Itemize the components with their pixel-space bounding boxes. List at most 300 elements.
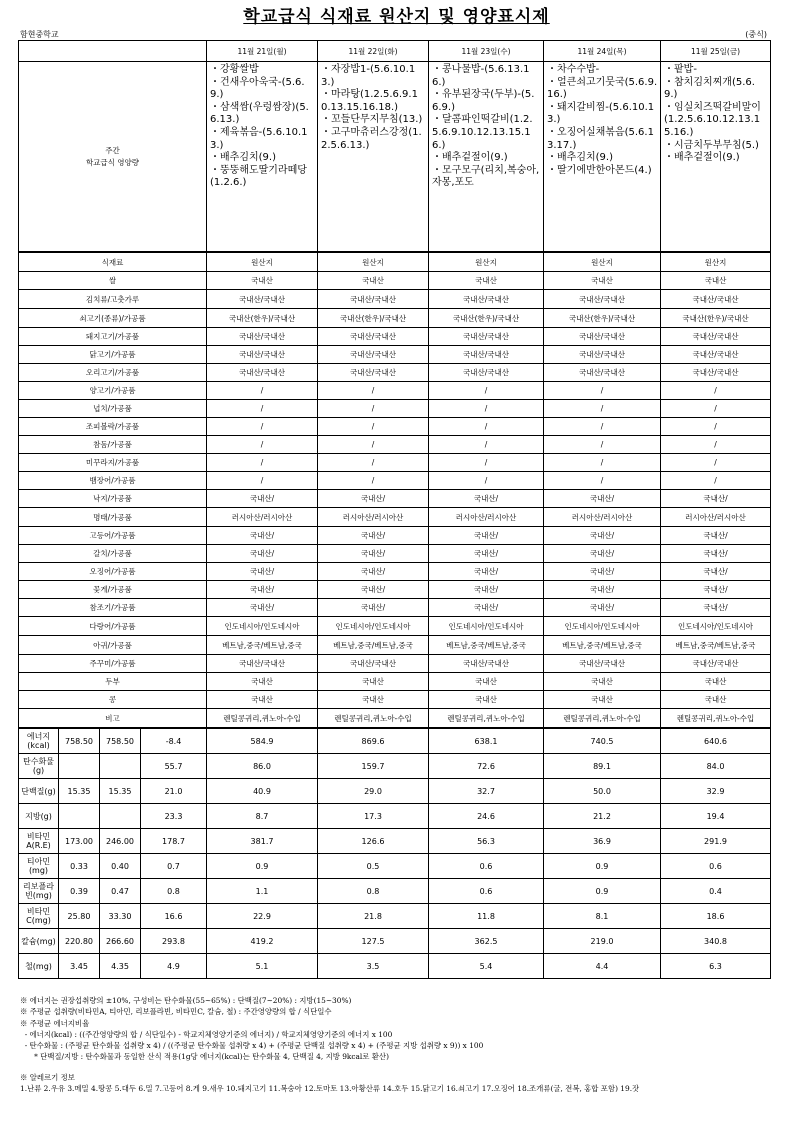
ingredient-origin: 국내산/국내산 (429, 364, 544, 382)
origin-header: 원산지 (661, 252, 771, 272)
nutrient-summary-s3: 0.7 (141, 854, 207, 879)
ingredient-origin: 국내산/ (207, 490, 318, 508)
ingredient-name: 김치류/고춧가루 (19, 290, 207, 309)
origin-header: 원산지 (544, 252, 661, 272)
nutrient-value: 0.9 (544, 854, 661, 879)
menu-item: ・배추겉절이(9.) (432, 152, 508, 164)
ingredient-origin: / (318, 418, 429, 436)
nutrient-row (19, 929, 771, 954)
ingredient-origin: 국내산/국내산 (429, 328, 544, 346)
nutrient-value: 4.4 (544, 954, 661, 979)
ingredient-origin: 국내산/ (207, 563, 318, 581)
nutrient-summary-s3: 21.0 (141, 779, 207, 804)
nutrient-row (19, 779, 771, 804)
allergy-info: 1.난류 2.우유 3.메밀 4.땅콩 5.대두 6.밀 7.고등어 8.게 9.새우 10.돼지고기 11.복숭아 12.토마토 13.아황산류 14.호두 15.닭고기 16.쇠고기 17.오징어 18.조개류(굴, 전복, 홍합 포함) 19.잣 (20, 1084, 640, 1094)
ingredient-origin: 국내산/국내산 (207, 655, 318, 673)
nutrient-value: 0.9 (207, 854, 318, 879)
nutrient-summary-s2: 0.40 (100, 854, 141, 879)
nutrient-summary-s2: 758.50 (100, 728, 141, 754)
menu-cell (544, 62, 661, 253)
note-line: ※ 주평균 에너지비율 (20, 1018, 90, 1028)
ingredient-name: 두부 (19, 673, 207, 691)
ingredient-origin: 인도네시아/인도네시아 (544, 617, 661, 636)
ingredient-row (19, 290, 771, 309)
menu-item: ・달콤파인떡갈비(1.2.5.6.9.10.12.13.15.16.) (432, 114, 533, 151)
nutrient-value: 740.5 (544, 728, 661, 754)
ingredient-name: 오리고기/가공품 (19, 364, 207, 382)
ingredient-origin: 국내산(한우)/국내산 (318, 309, 429, 328)
nutrient-value: 29.0 (318, 779, 429, 804)
nutrient-value: 32.9 (661, 779, 771, 804)
ingredient-row (19, 673, 771, 691)
ingredient-row (19, 655, 771, 673)
ingredient-origin: 렌틸콩귀리,퀴노아-수입 (318, 709, 429, 729)
note-line: - 에너지(kcal) : ((주간영양량의 합 / 식단일수) - 학교지체영양기준의 에너지) / 학교지체영양기준의 에너지 x 100 (20, 1029, 393, 1039)
ingredient-name: 콩 (19, 691, 207, 709)
day-header: 11월 22일(화) (318, 41, 429, 62)
nutrient-name: 비타민C(mg) (19, 904, 59, 929)
nutrient-value: 291.9 (661, 829, 771, 854)
ingredient-name: 꽃게/가공품 (19, 581, 207, 599)
nutrient-value: 24.6 (429, 804, 544, 829)
nutrient-value: 11.8 (429, 904, 544, 929)
notes (20, 995, 780, 1094)
ingredient-header-row (19, 252, 771, 272)
nutrient-summary-s2 (100, 754, 141, 779)
nutrient-summary-s2: 33.30 (100, 904, 141, 929)
nutrient-name: 지방(g) (19, 804, 59, 829)
ingredient-origin: 국내산 (544, 691, 661, 709)
nutrient-name: 티아민(mg) (19, 854, 59, 879)
allergy-title: ※ 알레르기 정보 (20, 1072, 75, 1082)
school-name: 함현중학교 (20, 30, 59, 39)
ingredient-origin: 국내산/ (318, 490, 429, 508)
nutrient-value: 50.0 (544, 779, 661, 804)
ingredient-origin: / (661, 454, 771, 472)
page-title: 학교급식 식재료 원산지 및 영양표시제 (243, 7, 550, 27)
ingredient-name: 미꾸라지/가공품 (19, 454, 207, 472)
ingredient-origin: / (429, 472, 544, 490)
ingredient-origin: 국내산 (318, 691, 429, 709)
ingredient-origin: 국내산/ (544, 581, 661, 599)
nutrient-value: 22.9 (207, 904, 318, 929)
ingredient-origin: / (661, 418, 771, 436)
ingredient-origin: 국내산/ (207, 545, 318, 563)
nutrient-value: 19.4 (661, 804, 771, 829)
ingredient-origin: 국내산 (318, 272, 429, 290)
nutrient-row (19, 854, 771, 879)
menu-cell (429, 62, 544, 253)
nutrient-summary-s1: 25.80 (59, 904, 100, 929)
meal-table (18, 40, 771, 979)
menu-item: ・콩나물밥-(5.6.13.16.) (432, 64, 530, 88)
ingredient-origin: 국내산/ (429, 545, 544, 563)
ingredient-origin: 국내산 (661, 673, 771, 691)
ingredient-origin: 국내산/ (544, 599, 661, 617)
ingredient-origin: 렌틸콩귀리,퀴노아-수입 (207, 709, 318, 729)
ingredient-origin: 인도네시아/인도네시아 (318, 617, 429, 636)
ingredient-row (19, 490, 771, 508)
ingredient-origin: 국내산/ (661, 563, 771, 581)
menu-item: ・유부된장국(두부)-(5.6.9.) (432, 89, 535, 113)
ingredient-origin: 국내산(한우)/국내산 (207, 309, 318, 328)
ingredient-origin: / (207, 418, 318, 436)
menu-item: ・모구모구(리치,복숭아,자몽,포도 (432, 164, 540, 189)
nutrient-value: 219.0 (544, 929, 661, 954)
ingredient-name: 주꾸미/가공품 (19, 655, 207, 673)
ingredient-origin: / (318, 472, 429, 490)
ingredient-origin: 베트남,중국/베트남,중국 (429, 636, 544, 655)
ingredient-origin: 국내산/국내산 (544, 328, 661, 346)
origin-header: 원산지 (318, 252, 429, 272)
nutrient-value: 638.1 (429, 728, 544, 754)
ingredient-origin: 국내산 (661, 691, 771, 709)
ingredient-row (19, 328, 771, 346)
nutrient-summary-s2: 266.60 (100, 929, 141, 954)
menu-item: ・딸기에반한아몬드(4.) (547, 164, 652, 176)
menu-item: ・자장밥1-(5.6.10.13.) (321, 64, 416, 88)
nutrient-value: 0.6 (429, 854, 544, 879)
nutrient-summary-s2: 15.35 (100, 779, 141, 804)
ingredient-name: 넙치/가공품 (19, 400, 207, 418)
ingredient-origin: 국내산/국내산 (661, 655, 771, 673)
ingredient-origin: 국내산/ (318, 581, 429, 599)
note-line: - 탄수화물 : (주평균 탄수화물 섭취량 x 4) / ((주평균 탄수화물 섭취량 x 4) + (주평균 단백질 섭취량 x 4) + (주평균 지방 섭취량 x 9)) x 100 (20, 1041, 484, 1051)
ingredient-origin: / (544, 436, 661, 454)
nutrient-value: 3.5 (318, 954, 429, 979)
ingredient-origin: 국내산/ (544, 527, 661, 545)
nutrient-value: 18.6 (661, 904, 771, 929)
nutrient-value: 340.8 (661, 929, 771, 954)
summary-label-line1: 주간 (105, 145, 120, 155)
ingredient-origin: 베트남,중국/베트남,중국 (207, 636, 318, 655)
ingredient-origin: 베트남,중국/베트남,중국 (318, 636, 429, 655)
nutrient-value: 8.1 (544, 904, 661, 929)
note-line: ※ 주평균 섭취량(비타민A, 티아민, 리보플라빈, 비타민C, 칼슘, 철) : 주간영양량의 합 / 식단일수 (20, 1007, 332, 1017)
ingredient-row (19, 382, 771, 400)
ingredient-origin: 렌틸콩귀리,퀴노아-수입 (544, 709, 661, 729)
nutrient-name: 철(mg) (19, 954, 59, 979)
ingredient-origin: / (661, 436, 771, 454)
menu-item: ・제육볶음-(5.6.10.13.) (210, 126, 308, 151)
ingredient-row (19, 636, 771, 655)
ingredient-origin: / (318, 382, 429, 400)
ingredient-origin: / (544, 454, 661, 472)
ingredient-origin: 국내산/국내산 (207, 346, 318, 364)
ingredient-name: 다랑어/가공품 (19, 617, 207, 636)
nutrient-value: 0.4 (661, 879, 771, 904)
ingredient-origin: 국내산/국내산 (318, 290, 429, 309)
nutrient-value: 0.8 (318, 879, 429, 904)
ingredient-origin: 러시아산/러시아산 (544, 508, 661, 527)
ingredient-origin: 국내산/ (661, 527, 771, 545)
menu-item: ・얼큰쇠고기뭇국(5.6.9.16.) (547, 76, 658, 101)
nutrient-value: 159.7 (318, 754, 429, 779)
nutrient-value: 1.1 (207, 879, 318, 904)
nutrient-summary-s1: 15.35 (59, 779, 100, 804)
ingredient-origin: / (429, 400, 544, 418)
ingredient-name: 갈치/가공품 (19, 545, 207, 563)
ingredient-origin: 국내산/ (661, 599, 771, 617)
nutrient-value: 0.9 (544, 879, 661, 904)
ingredient-origin: 국내산/국내산 (207, 290, 318, 309)
nutrient-name: 비타민A(R.E) (19, 829, 59, 854)
ingredient-origin: 베트남,중국/베트남,중국 (661, 636, 771, 655)
ingredient-origin: 국내산/국내산 (544, 346, 661, 364)
origin-header: 원산지 (429, 252, 544, 272)
menu-item: ・뚱뚱해도딸기라떼당(1.2.6.) (210, 164, 307, 189)
nutrient-value: 5.4 (429, 954, 544, 979)
ingredient-origin: / (207, 454, 318, 472)
day-header-row (19, 41, 771, 62)
ingredient-row (19, 508, 771, 527)
ingredient-origin: 러시아산/러시아산 (429, 508, 544, 527)
ingredient-origin: 국내산/국내산 (544, 655, 661, 673)
day-header: 11월 21일(월) (207, 41, 318, 62)
ingredient-origin: 국내산/국내산 (661, 290, 771, 309)
menu-cell (207, 62, 318, 253)
ingredient-origin: 국내산 (207, 691, 318, 709)
ingredient-header-label: 식재료 (19, 252, 207, 272)
ingredient-row (19, 709, 771, 729)
ingredient-origin: 국내산 (318, 673, 429, 691)
ingredient-origin: / (544, 472, 661, 490)
nutrient-value: 419.2 (207, 929, 318, 954)
nutrient-name: 리보플라빈(mg) (19, 879, 59, 904)
meal-type: (중식) (745, 30, 767, 39)
ingredient-origin: 국내산/국내산 (207, 328, 318, 346)
nutrient-value: 127.5 (318, 929, 429, 954)
ingredient-origin: 국내산/국내산 (318, 364, 429, 382)
ingredient-row (19, 599, 771, 617)
nutrient-summary-s3: 0.8 (141, 879, 207, 904)
nutrient-value: 21.2 (544, 804, 661, 829)
ingredient-origin: 국내산 (207, 673, 318, 691)
ingredient-origin: 인도네시아/인도네시아 (661, 617, 771, 636)
ingredient-origin: 국내산/ (429, 599, 544, 617)
menu-item: ・오징어실채볶음(5.6.13.17.) (547, 126, 654, 151)
ingredient-origin: 국내산/ (207, 581, 318, 599)
nutrient-value: 40.9 (207, 779, 318, 804)
ingredient-origin: 국내산 (544, 272, 661, 290)
nutrient-value: 584.9 (207, 728, 318, 754)
ingredient-origin: 국내산(한우)/국내산 (544, 309, 661, 328)
nutrient-summary-s1: 0.39 (59, 879, 100, 904)
menu-cell (661, 62, 771, 253)
ingredient-row (19, 309, 771, 328)
ingredient-row (19, 691, 771, 709)
ingredient-origin: 국내산 (207, 272, 318, 290)
ingredient-row (19, 454, 771, 472)
nutrient-summary-s1: 758.50 (59, 728, 100, 754)
menu-item: ・고구마츄러스강정(1.2.5.6.13.) (321, 126, 422, 151)
ingredient-origin: / (544, 382, 661, 400)
ingredient-name: 아귀/가공품 (19, 636, 207, 655)
nutrient-summary-s1 (59, 754, 100, 779)
ingredient-name: 쌀 (19, 272, 207, 290)
nutrient-value: 640.6 (661, 728, 771, 754)
nutrient-name: 단백질(g) (19, 779, 59, 804)
ingredient-origin: 국내산/ (207, 527, 318, 545)
menu-item: ・건새우아욱국-(5.6.9.) (210, 76, 305, 101)
origin-header: 원산지 (207, 252, 318, 272)
nutrient-row (19, 804, 771, 829)
nutrient-summary-s1: 3.45 (59, 954, 100, 979)
ingredient-origin: / (207, 472, 318, 490)
menu-item: ・마라탕(1.2.5.6.9.10.13.15.16.18.) (321, 89, 418, 113)
menu-item: ・차수수밥- (547, 64, 600, 75)
nutrient-summary-s2: 246.00 (100, 829, 141, 854)
menu-item: ・시금치두부무침(5.) (664, 139, 759, 151)
ingredient-origin: 국내산 (661, 272, 771, 290)
nutrient-value: 72.6 (429, 754, 544, 779)
menu-item: ・돼지갈비찜-(5.6.10.13.) (547, 101, 655, 126)
ingredient-row (19, 436, 771, 454)
nutrient-summary-s3: 16.6 (141, 904, 207, 929)
nutrient-summary-s1: 220.80 (59, 929, 100, 954)
nutrient-row (19, 879, 771, 904)
ingredient-origin: 국내산/국내산 (429, 346, 544, 364)
ingredient-origin: 인도네시아/인도네시아 (429, 617, 544, 636)
nutrient-value: 17.3 (318, 804, 429, 829)
ingredient-origin: 국내산/ (429, 490, 544, 508)
ingredient-origin: / (318, 454, 429, 472)
ingredient-row (19, 527, 771, 545)
ingredient-origin: 국내산/ (318, 545, 429, 563)
nutrient-value: 381.7 (207, 829, 318, 854)
nutrient-value: 32.7 (429, 779, 544, 804)
ingredient-origin: / (207, 436, 318, 454)
ingredient-row (19, 617, 771, 636)
ingredient-row (19, 545, 771, 563)
ingredient-origin: / (429, 382, 544, 400)
menu-item: ・꼬들단무지무침(13.) (321, 114, 423, 126)
menu-row (19, 62, 771, 253)
menu-item: ・참치김치찌개(5.6.9.) (664, 76, 755, 101)
ingredient-origin: 국내산/국내산 (661, 346, 771, 364)
nutrient-name: 칼슘(mg) (19, 929, 59, 954)
ingredient-row (19, 418, 771, 436)
ingredient-origin: 국내산/ (318, 599, 429, 617)
ingredient-row (19, 272, 771, 290)
ingredient-origin: 인도네시아/인도네시아 (207, 617, 318, 636)
nutrient-summary-s1: 0.33 (59, 854, 100, 879)
nutrient-summary-s3: 4.9 (141, 954, 207, 979)
ingredient-origin: / (544, 400, 661, 418)
ingredient-name: 참조기/가공품 (19, 599, 207, 617)
nutrient-value: 6.3 (661, 954, 771, 979)
ingredient-name: 오징어/가공품 (19, 563, 207, 581)
ingredient-origin: / (318, 436, 429, 454)
nutrient-value: 362.5 (429, 929, 544, 954)
ingredient-origin: 국내산/국내산 (544, 290, 661, 309)
nutrient-name: 에너지(kcal) (19, 728, 59, 754)
day-header: 11월 23일(수) (429, 41, 544, 62)
ingredient-name: 뱀장어/가공품 (19, 472, 207, 490)
ingredient-name: 닭고기/가공품 (19, 346, 207, 364)
ingredient-origin: 베트남,중국/베트남,중국 (544, 636, 661, 655)
ingredient-origin: 국내산/ (544, 563, 661, 581)
ingredient-row (19, 346, 771, 364)
ingredient-origin: 국내산/국내산 (318, 328, 429, 346)
menu-item: ・임실치즈떡갈비말이(1.2.5.6.10.12.13.15.16.) (664, 101, 761, 138)
ingredient-row (19, 472, 771, 490)
ingredient-origin: 국내산 (429, 272, 544, 290)
ingredient-origin: 국내산/ (429, 527, 544, 545)
ingredient-origin: 국내산 (429, 673, 544, 691)
ingredient-name: 쇠고기(종류)/가공품 (19, 309, 207, 328)
ingredient-origin: / (661, 400, 771, 418)
nutrient-summary-s3: -8.4 (141, 728, 207, 754)
nutrient-summary-s3: 23.3 (141, 804, 207, 829)
ingredient-origin: 국내산/ (661, 545, 771, 563)
menu-item: ・배추김치(9.) (547, 152, 613, 164)
nutrient-summary-s1 (59, 804, 100, 829)
ingredient-name: 양고기/가공품 (19, 382, 207, 400)
day-header: 11월 24일(목) (544, 41, 661, 62)
menu-cell (318, 62, 429, 253)
ingredient-origin: 국내산/국내산 (429, 655, 544, 673)
ingredient-origin: 러시아산/러시아산 (207, 508, 318, 527)
ingredient-origin: 국내산/국내산 (318, 346, 429, 364)
nutrient-summary-s3: 293.8 (141, 929, 207, 954)
ingredient-origin: 국내산/ (207, 599, 318, 617)
nutrient-value: 89.1 (544, 754, 661, 779)
day-header: 11월 25일(금) (661, 41, 771, 62)
nutrient-row (19, 904, 771, 929)
header-blank (19, 41, 207, 62)
nutrient-value: 21.8 (318, 904, 429, 929)
nutrient-value: 869.6 (318, 728, 429, 754)
nutrient-value: 0.6 (429, 879, 544, 904)
ingredient-name: 돼지고기/가공품 (19, 328, 207, 346)
ingredient-origin: 렌틸콩귀리,퀴노아-수입 (661, 709, 771, 729)
ingredient-origin: 국내산/ (429, 563, 544, 581)
nutrient-row (19, 728, 771, 754)
ingredient-origin: 러시아산/러시아산 (318, 508, 429, 527)
ingredient-name: 비고 (19, 709, 207, 729)
menu-item: ・배추겉절이(9.) (664, 152, 740, 164)
ingredient-origin: 러시아산/러시아산 (661, 508, 771, 527)
nutrient-row (19, 954, 771, 979)
nutrient-summary-s2 (100, 804, 141, 829)
ingredient-origin: 국내산/국내산 (661, 328, 771, 346)
ingredient-origin: 렌틸콩귀리,퀴노아-수입 (429, 709, 544, 729)
ingredient-origin: / (207, 382, 318, 400)
ingredient-origin: 국내산/ (661, 581, 771, 599)
ingredient-origin: 국내산 (544, 673, 661, 691)
ingredient-row (19, 563, 771, 581)
summary-label-line2: 학교급식 영양량 (85, 157, 140, 167)
ingredient-origin: 국내산/ (544, 490, 661, 508)
nutrient-summary-s2: 0.47 (100, 879, 141, 904)
ingredient-origin: 국내산/ (544, 545, 661, 563)
nutrient-summary-s1: 173.00 (59, 829, 100, 854)
ingredient-origin: / (661, 382, 771, 400)
nutrient-value: 84.0 (661, 754, 771, 779)
ingredient-origin: 국내산/국내산 (429, 290, 544, 309)
ingredient-origin: 국내산/ (318, 563, 429, 581)
ingredient-origin: 국내산/국내산 (318, 655, 429, 673)
menu-item: ・배추김치(9.) (210, 152, 276, 164)
ingredient-name: 고등어/가공품 (19, 527, 207, 545)
nutrient-value: 86.0 (207, 754, 318, 779)
ingredient-name: 참돔/가공품 (19, 436, 207, 454)
ingredient-origin: / (207, 400, 318, 418)
ingredient-origin: 국내산 (429, 691, 544, 709)
ingredient-origin: 국내산/ (318, 527, 429, 545)
menu-item: ・삼색쌈(우렁쌈장)(5.6.13.) (210, 101, 309, 126)
